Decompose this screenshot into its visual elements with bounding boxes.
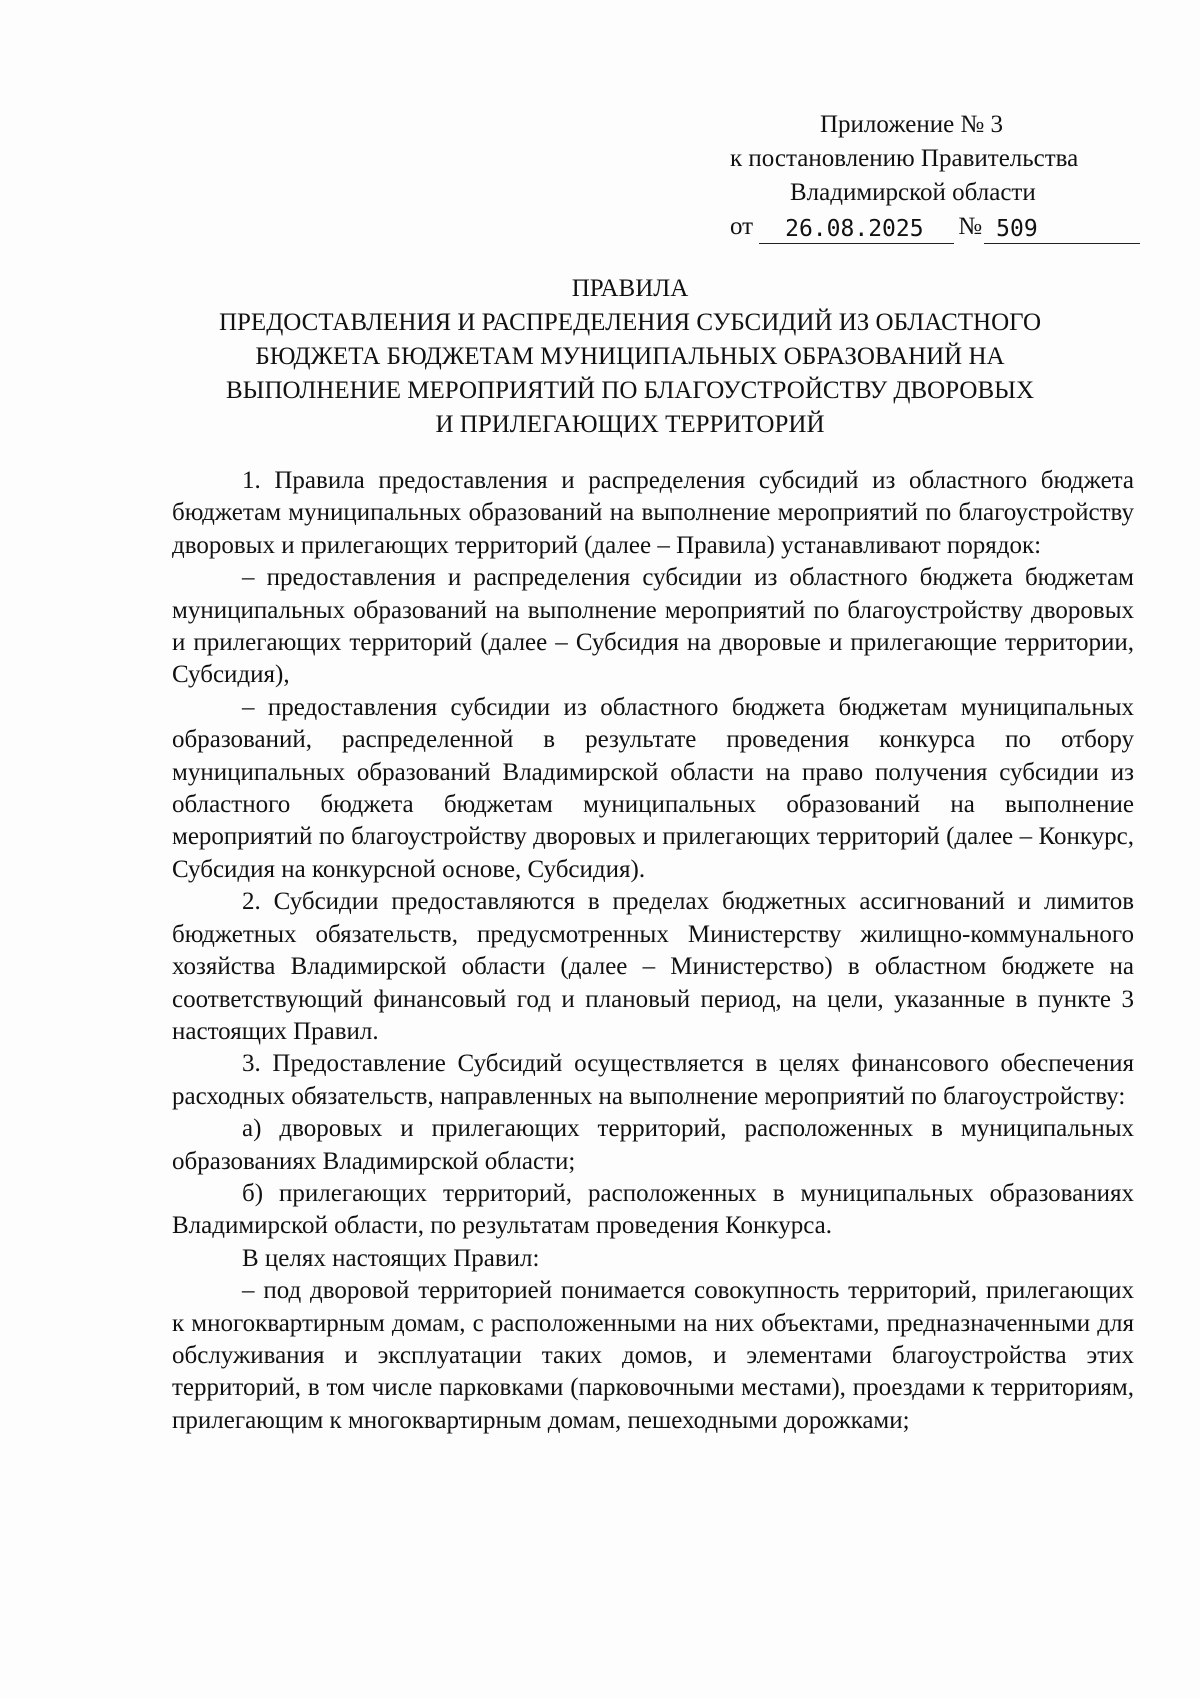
paragraph-definitions-intro: В целях настоящих Правил: — [242, 1244, 540, 1272]
appendix-header — [720, 108, 1140, 244]
paragraph-dash-2: – предоставления субсидии из областного бюджета бюджетам муниципальных образований, распределенной в результате проведения конкурса по отбору муниципальных образований Владимирской области на право получения субсидии из областного бюджета бюджетам муниципальных образований на выполнение мероприятий по благоустройству дворовых и прилегающих территорий (далее – Конкурс, Субсидия на конкурсной основе, Субсидия). — [172, 693, 1134, 883]
paragraph-3b: б) прилегающих территорий, расположенных в муниципальных образованиях Владимирской области, по результатам проведения Конкурса. — [172, 1179, 1134, 1240]
number-sign-label: № — [958, 213, 983, 240]
title-main: ПРАВИЛА — [571, 275, 689, 302]
paragraph-3: 3. Предоставление Субсидий осуществляется в целях финансового обеспечения расходных обязательств, направленных на выполнение мероприятий по благоустройству: — [172, 1050, 1134, 1110]
title-subtitle-line: И ПРИЛЕГАЮЩИХ ТЕРРИТОРИЙ — [435, 411, 825, 438]
decree-date: 26.08.2025 — [759, 216, 954, 244]
appendix-number: Приложение № 3 — [820, 111, 1004, 138]
paragraph-dash-1: – предоставления и распределения субсидии из областного бюджета бюджетам муниципальных образований на выполнение мероприятий по благоустройству дворовых и прилегающих территорий (далее – Субсидия на дворовые и прилегающие территории, Субсидия), — [172, 564, 1134, 689]
paragraph-definition-courtyard: – под дворовой территорией понимается совокупность территорий, прилегающих к многоквартирным домам, с расположенными на них объектами, предназначенными для обслуживания и эксплуатации таких домов, и элементами благоустройства этих территорий, в том числе парковками (парковочными местами), проездами к территориям, прилегающим к многоквартирным домам, пешеходными дорожками; — [172, 1277, 1134, 1434]
title-subtitle-line: ПРЕДОСТАВЛЕНИЯ И РАСПРЕДЕЛЕНИЯ СУБСИДИЙ ИЗ ОБЛАСТНОГО — [218, 309, 1042, 336]
document-body — [172, 465, 1134, 1437]
paragraph-3a: а) дворовых и прилегающих территорий, расположенных в муниципальных образованиях Владимирской области; — [172, 1115, 1134, 1175]
appendix-date-number-line — [720, 210, 1140, 244]
document-title — [150, 272, 1110, 442]
paragraph-1: 1. Правила предоставления и распределения субсидий из областного бюджета бюджетам муниципальных образований на выполнение мероприятий по благоустройству дворовых и прилегающих территорий (далее – Правила) устанавливают порядок: — [172, 467, 1134, 559]
paragraph-2: 2. Субсидии предоставляются в пределах бюджетных ассигнований и лимитов бюджетных обязательств, предусмотренных Министерству жилищно-коммунального хозяйства Владимирской области (далее – Министерство) в областном бюджете на соответствующий финансовый год и плановый период, на цели, указанные в пункте 3 настоящих Правил. — [172, 888, 1134, 1045]
title-subtitle-line: БЮДЖЕТА БЮДЖЕТАМ МУНИЦИПАЛЬНЫХ ОБРАЗОВАНИЙ НА — [255, 343, 1005, 370]
appendix-region: Владимирской области — [790, 179, 1036, 206]
appendix-decree-reference: к постановлению Правительства — [730, 145, 1079, 172]
title-subtitle-line: ВЫПОЛНЕНИЕ МЕРОПРИЯТИЙ ПО БЛАГОУСТРОЙСТВУ ДВОРОВЫХ — [226, 377, 1034, 404]
decree-number: 509 — [984, 216, 1140, 244]
date-prefix-label: от — [730, 213, 754, 240]
